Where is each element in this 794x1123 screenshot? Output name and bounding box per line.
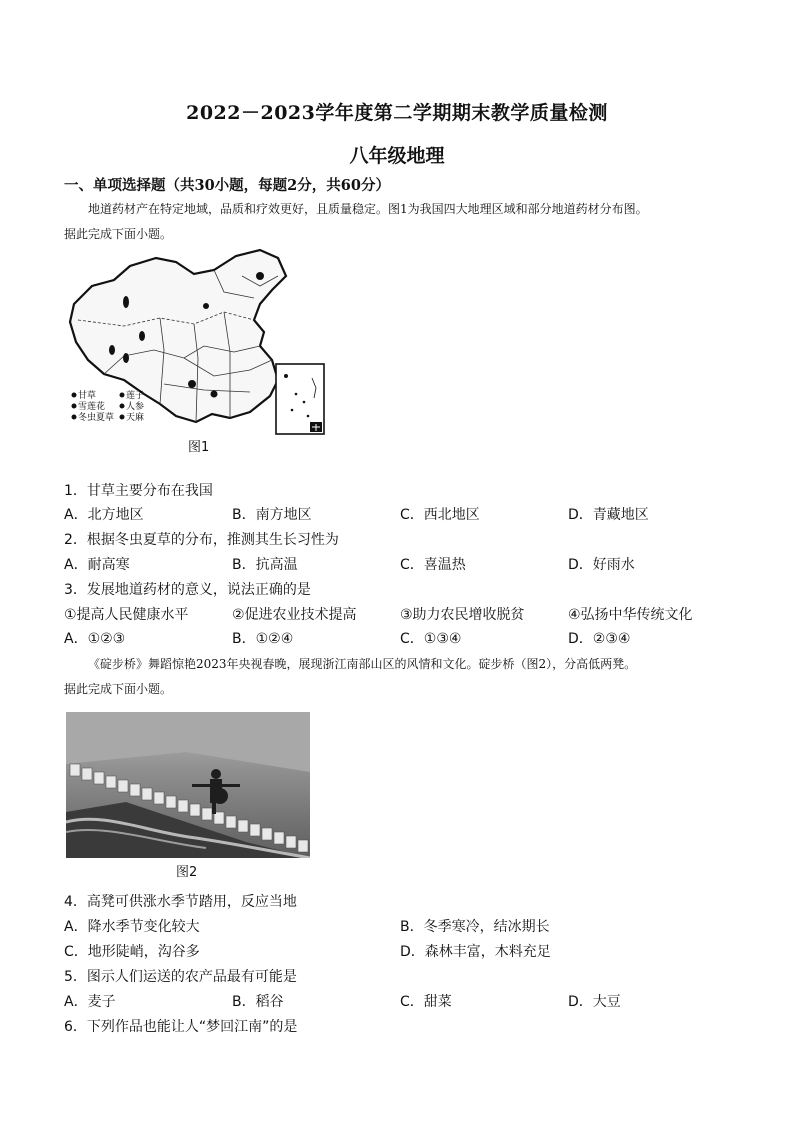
section-heading: 一、单项选择题（共30小题，每题2分，共60分） (64, 177, 390, 194)
question-5-option-a[interactable]: A．麦子 (64, 994, 116, 1010)
svg-text:莲子: 莲子 (126, 391, 145, 401)
question-2-option-c[interactable]: C．喜温热 (400, 557, 466, 573)
svg-text:冬虫夏草: 冬虫夏草 (78, 413, 115, 423)
exam-subtitle: 八年级地理 (349, 145, 445, 167)
question-1-stem: 1．甘草主要分布在我国 (64, 483, 213, 499)
stepping-stone-bridge-illustration (66, 712, 310, 858)
question-3-option-d[interactable]: D．②③④ (568, 631, 631, 647)
svg-text:甘草: 甘草 (78, 391, 97, 401)
material-1-line-1: 地道药材产在特定地域，品质和疗效更好，且质量稳定。图1为我国四大地理区域和部分地道药材分布图。 (88, 202, 648, 216)
material-2 (64, 652, 740, 702)
question-5-stem: 5．图示人们运送的农产品最有可能是 (64, 969, 297, 985)
material-2-line-1: 《碇步桥》舞蹈惊艳2023年央视春晚，展现浙江南部山区的风情和文化。碇步桥（图2），分高低两凳。 (88, 657, 637, 671)
question-2-option-d[interactable]: D．好雨水 (568, 557, 635, 573)
question-6-stem: 6．下列作品也能让人“梦回江南”的是 (64, 1019, 298, 1035)
question-3-stem: 3．发展地道药材的意义，说法正确的是 (64, 582, 311, 598)
question-3-statement-1: ①提高人民健康水平 (64, 607, 189, 623)
question-4-stem: 4．高凳可供涨水季节踏用，反应当地 (64, 894, 297, 910)
question-3-statement-3: ③助力农民增收脱贫 (400, 607, 525, 623)
figure-2-caption: 图2 (176, 865, 198, 880)
question-5-option-c[interactable]: C．甜菜 (400, 994, 452, 1010)
question-5-option-d[interactable]: D．大豆 (568, 994, 621, 1010)
question-4-option-c[interactable]: C．地形陡峭，沟谷多 (64, 944, 200, 960)
figure-2-photo (66, 712, 310, 858)
question-3-option-a[interactable]: A．①②③ (64, 631, 126, 647)
question-3-statement-4: ④弘扬中华传统文化 (568, 607, 693, 623)
question-3-statement-2: ②促进农业技术提高 (232, 607, 357, 623)
question-2-option-b[interactable]: B．抗高温 (232, 557, 298, 573)
question-3-option-b[interactable]: B．①②④ (232, 631, 294, 647)
svg-text:天麻: 天麻 (126, 413, 145, 423)
figure-1-caption: 图1 (188, 440, 210, 455)
material-2-line-2: 据此完成下面小题。 (64, 682, 173, 696)
question-1-option-d[interactable]: D．青藏地区 (568, 507, 649, 523)
question-4-option-a[interactable]: A．降水季节变化较大 (64, 919, 200, 935)
svg-text:人参: 人参 (126, 402, 145, 412)
figure-1-map (64, 246, 330, 454)
question-1-option-c[interactable]: C．西北地区 (400, 507, 480, 523)
exam-title: 2022－2023学年度第二学期期末教学质量检测 (186, 102, 608, 124)
question-1-option-b[interactable]: B．南方地区 (232, 507, 312, 523)
question-3-option-c[interactable]: C．①③④ (400, 631, 462, 647)
question-1-option-a[interactable]: A．北方地区 (64, 507, 144, 523)
material-1-line-2: 据此完成下面小题。 (64, 227, 173, 241)
material-1 (64, 197, 740, 247)
svg-text:雪莲花: 雪莲花 (78, 402, 106, 412)
question-5-option-b[interactable]: B．稻谷 (232, 994, 284, 1010)
china-map-illustration (64, 246, 330, 454)
question-4-option-d[interactable]: D．森林丰富，木料充足 (400, 944, 551, 960)
question-4-option-b[interactable]: B．冬季寒冷，结冰期长 (400, 919, 550, 935)
question-2-stem: 2．根据冬虫夏草的分布，推测其生长习性为 (64, 532, 339, 548)
question-2-option-a[interactable]: A．耐高寒 (64, 557, 130, 573)
